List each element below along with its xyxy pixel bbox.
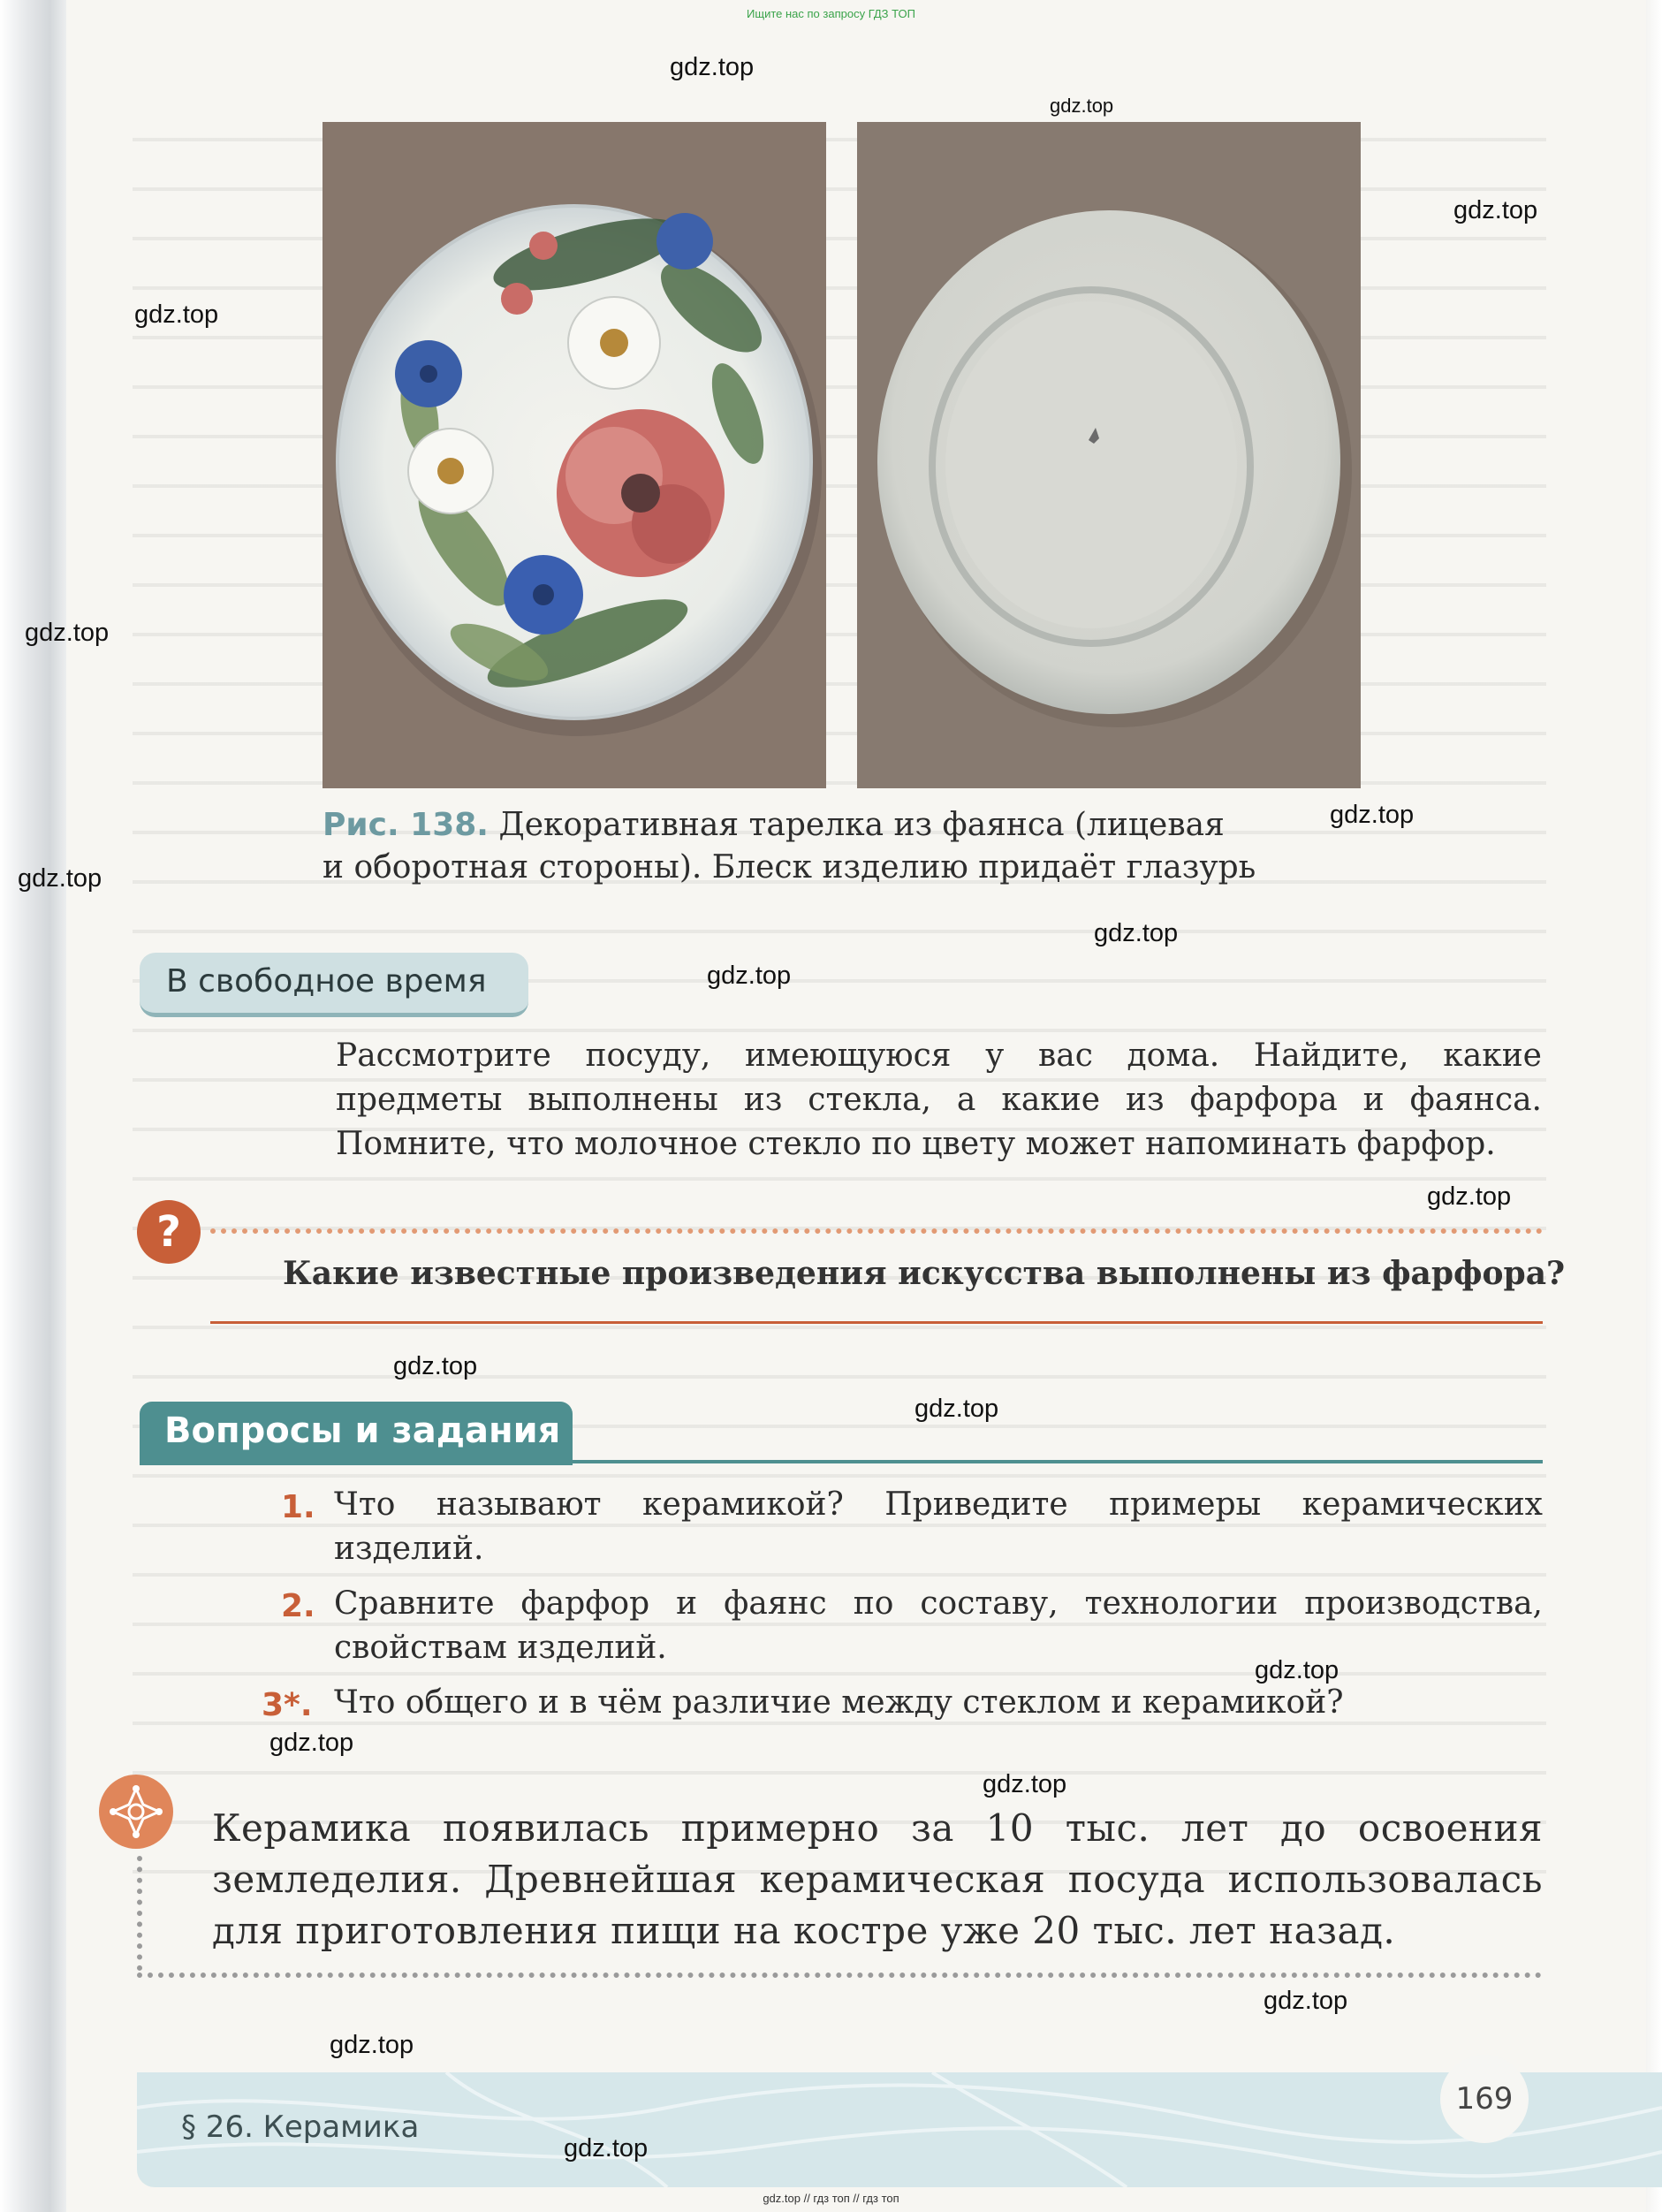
page-footer [137, 2072, 1662, 2187]
fact-dotted-border-bottom [137, 1973, 1542, 1978]
fact-compass-icon [99, 1775, 173, 1849]
figure-caption [323, 804, 1383, 889]
watermark: gdz.top [914, 1395, 999, 1423]
page-number: 169 [1440, 2055, 1529, 2143]
question-dotted-line [210, 1228, 1543, 1234]
task-item: Что общего и в чём различие между стеклом и керамикой? [334, 1684, 1344, 1721]
task-number: 1. [281, 1489, 315, 1525]
tasks-heading [140, 1402, 573, 1465]
question-underline [210, 1321, 1543, 1324]
watermark: gdz.top [393, 1352, 478, 1380]
book-spine-shadow [0, 0, 66, 2212]
watermark: gdz.top [25, 619, 110, 647]
watermark: gdz.top [564, 2134, 649, 2163]
task-number: 2. [281, 1588, 315, 1624]
fact-dotted-border-left [137, 1856, 142, 1971]
task-number: 3*. [262, 1687, 313, 1723]
task-item: Что называют керамикой? Приведите примеры керамических изделий. [334, 1486, 1543, 1567]
watermark: gdz.top [18, 864, 102, 893]
watermark: gdz.top [1330, 801, 1415, 829]
watermark: gdz.top [670, 53, 755, 81]
watermark: gdz.top [707, 962, 792, 990]
watermark: gdz.top [269, 1729, 354, 1757]
section-title: § 26. Керамика [181, 2109, 420, 2145]
watermark: gdz.top [134, 300, 219, 329]
caption-line-2: и оборотная стороны). Блеск изделию придаёт глазурь [323, 849, 1256, 886]
caption-line-1: Декоративная тарелка из фаянса (лицевая [498, 807, 1225, 843]
watermark: gdz.top [1453, 196, 1538, 224]
free-time-text: Рассмотрите посуду, имеющуюся у вас дома. Найдите, какие предметы выполнены из стекла, а какие из фарфора и фаянса. Помните, что молочное стекло по цвету может напоминать фарфор. [336, 1038, 1542, 1162]
plate-front-photo [323, 122, 826, 788]
task-item: Сравните фарфор и фаянс по составу, технологии производства, свойствам изделий. [334, 1585, 1543, 1666]
watermark: gdz.top [330, 2031, 414, 2059]
fact-text: Керамика появилась примерно за 10 тыс. лет до освоения земледелия. Древнейшая керамическая посуда использовалась для приготовления пищи на костре уже 20 тыс. лет назад. [212, 1806, 1543, 1952]
question-icon: ? [137, 1200, 201, 1264]
watermark: gdz.top [1427, 1182, 1512, 1211]
figure-label: Рис. 138. [323, 807, 489, 843]
header-note[interactable]: Ищите нас по запросу ГДЗ ТОП [747, 7, 915, 20]
free-time-title: В свободное время [166, 963, 487, 1000]
bottom-note[interactable]: gdz.top // гдз топ // гдз топ [763, 2192, 899, 2205]
tasks-title: Вопросы и задания [164, 1410, 561, 1451]
tasks-rule [140, 1460, 1543, 1463]
watermark: gdz.top [983, 1770, 1067, 1798]
plate-back-photo [857, 122, 1361, 788]
watermark: gdz.top [1255, 1656, 1339, 1684]
page-edge [1646, 0, 1662, 2212]
question-text: Какие известные произведения искусства выполнены из фарфора? [283, 1255, 1566, 1292]
watermark: gdz.top [1264, 1987, 1348, 2015]
free-time-heading [140, 953, 528, 1017]
watermark: gdz.top [1094, 919, 1179, 947]
watermark: gdz.top [1050, 95, 1114, 117]
